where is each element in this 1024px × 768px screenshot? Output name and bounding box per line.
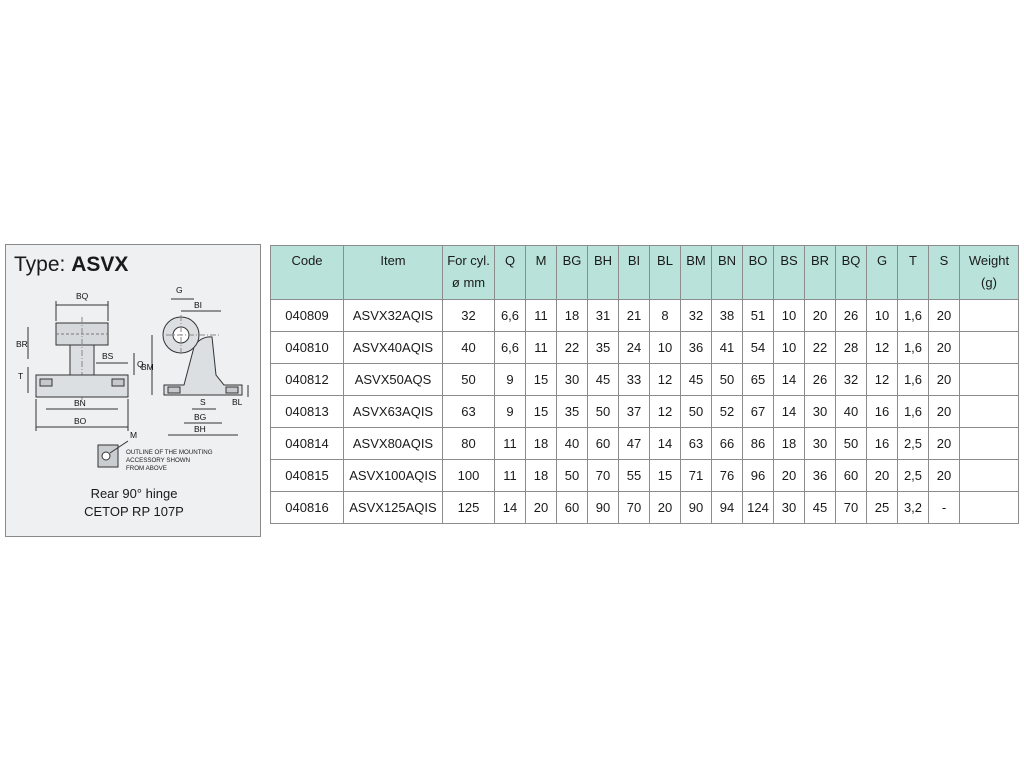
table-cell-q: 11: [495, 460, 526, 492]
table-cell-bm: 32: [681, 300, 712, 332]
drawing-caption: [6, 485, 262, 521]
table-cell-bq: 32: [836, 364, 867, 396]
table-cell-item: ASVX32AQIS: [344, 300, 443, 332]
outline-note-line-1: OUTLINE OF THE MOUNTING: [126, 449, 213, 456]
table-cell-bs: 10: [774, 300, 805, 332]
table-cell-s: 20: [929, 428, 960, 460]
table-cell-t: 2,5: [898, 460, 929, 492]
table-cell-bm: 45: [681, 364, 712, 396]
column-header-bi: [619, 246, 650, 300]
table-cell-weight: [960, 460, 1019, 492]
table-row: [271, 396, 1019, 428]
table-cell-bq: 40: [836, 396, 867, 428]
table-cell-s: 20: [929, 396, 960, 428]
table-cell-bm: 90: [681, 492, 712, 524]
table-cell-bg: 22: [557, 332, 588, 364]
table-cell-g: 12: [867, 364, 898, 396]
type-label: Type:: [14, 253, 72, 276]
table-cell-bs: 14: [774, 364, 805, 396]
table-cell-cyl: 100: [443, 460, 495, 492]
dim-br: BR: [16, 339, 28, 349]
column-header-text: BN: [717, 253, 737, 268]
table-cell-bq: 28: [836, 332, 867, 364]
table-cell-bh: 70: [588, 460, 619, 492]
column-header-bl: [650, 246, 681, 300]
table-cell-bo: 54: [743, 332, 774, 364]
column-header-text: Q: [504, 253, 516, 268]
type-value: ASVX: [71, 253, 129, 276]
table-cell-bo: 65: [743, 364, 774, 396]
table-cell-bl: 20: [650, 492, 681, 524]
table-cell-bn: 38: [712, 300, 743, 332]
column-header-text: BS: [780, 253, 798, 268]
table-cell-m: 11: [526, 300, 557, 332]
column-header-m: [526, 246, 557, 300]
table-cell-bm: 36: [681, 332, 712, 364]
table-cell-weight: [960, 396, 1019, 428]
table-cell-bg: 50: [557, 460, 588, 492]
table-cell-weight: [960, 300, 1019, 332]
table-cell-bl: 15: [650, 460, 681, 492]
dim-bi: BI: [194, 300, 203, 310]
table-cell-bi: 24: [619, 332, 650, 364]
table-cell-code: 040815: [271, 460, 344, 492]
table-cell-bh: 90: [588, 492, 619, 524]
table-cell-m: 11: [526, 332, 557, 364]
table-cell-cyl: 32: [443, 300, 495, 332]
table-cell-br: 45: [805, 492, 836, 524]
table-cell-code: 040814: [271, 428, 344, 460]
table-cell-bo: 124: [743, 492, 774, 524]
outline-note-line-2: ACCESSORY SHOWN: [126, 457, 191, 464]
table-cell-cyl: 40: [443, 332, 495, 364]
table-cell-br: 26: [805, 364, 836, 396]
table-cell-cyl: 80: [443, 428, 495, 460]
table-cell-bi: 21: [619, 300, 650, 332]
table-cell-bm: 71: [681, 460, 712, 492]
table-cell-weight: [960, 332, 1019, 364]
outline-note-line-3: FROM ABOVE: [126, 465, 167, 472]
table-cell-m: 15: [526, 364, 557, 396]
column-header-item: [344, 246, 443, 300]
table-cell-bl: 10: [650, 332, 681, 364]
table-cell-q: 9: [495, 396, 526, 428]
table-cell-bn: 76: [712, 460, 743, 492]
dim-q: Q: [137, 359, 144, 369]
column-header-text: M: [535, 253, 547, 268]
column-header-bh: [588, 246, 619, 300]
column-header-weight: [960, 246, 1019, 300]
table-cell-bl: 12: [650, 396, 681, 428]
table-row: [271, 460, 1019, 492]
column-header-text: BI: [627, 253, 641, 268]
table-cell-weight: [960, 428, 1019, 460]
table-cell-br: 20: [805, 300, 836, 332]
table-cell-code: 040810: [271, 332, 344, 364]
table-cell-item: ASVX50AQS: [344, 364, 443, 396]
table-cell-t: 1,6: [898, 364, 929, 396]
type-title: [14, 253, 128, 277]
table-cell-t: 1,6: [898, 396, 929, 428]
table-cell-br: 36: [805, 460, 836, 492]
table-cell-q: 9: [495, 364, 526, 396]
table-cell-bs: 20: [774, 460, 805, 492]
table-cell-s: -: [929, 492, 960, 524]
table-cell-s: 20: [929, 364, 960, 396]
table-cell-bi: 33: [619, 364, 650, 396]
dim-t: T: [18, 371, 24, 381]
column-header-text: BH: [593, 253, 613, 268]
table-cell-bs: 10: [774, 332, 805, 364]
table-cell-s: 20: [929, 460, 960, 492]
caption-line-2: CETOP RP 107P: [84, 504, 184, 519]
column-header-text: BM: [686, 253, 706, 268]
table-row: [271, 428, 1019, 460]
column-header-code: [271, 246, 344, 300]
dim-bh: BH: [194, 424, 206, 434]
column-header-text: S: [939, 253, 949, 268]
table-cell-s: 20: [929, 332, 960, 364]
table-cell-bi: 37: [619, 396, 650, 428]
dim-bn: BN: [74, 398, 86, 408]
column-header-text: BO: [748, 253, 768, 268]
table-cell-m: 15: [526, 396, 557, 428]
table-cell-bq: 26: [836, 300, 867, 332]
hinge-technical-drawing: [6, 275, 262, 485]
table-cell-bn: 52: [712, 396, 743, 428]
dim-bs: BS: [102, 351, 114, 361]
column-header-text: T: [909, 253, 917, 268]
table-cell-t: 1,6: [898, 332, 929, 364]
table-cell-bh: 45: [588, 364, 619, 396]
column-header-unit: (g): [981, 275, 997, 290]
dim-bm: BM: [141, 362, 154, 372]
table-cell-bo: 67: [743, 396, 774, 428]
dim-g: G: [176, 285, 183, 295]
table-cell-bm: 50: [681, 396, 712, 428]
column-header-g: [867, 246, 898, 300]
table-cell-m: 18: [526, 460, 557, 492]
table-cell-item: ASVX100AQIS: [344, 460, 443, 492]
table-cell-bm: 63: [681, 428, 712, 460]
column-header-bs: [774, 246, 805, 300]
table-cell-t: 3,2: [898, 492, 929, 524]
table-cell-bo: 96: [743, 460, 774, 492]
table-cell-bh: 50: [588, 396, 619, 428]
table-cell-g: 16: [867, 396, 898, 428]
table-cell-m: 20: [526, 492, 557, 524]
table-row: [271, 492, 1019, 524]
dim-bg: BG: [194, 412, 207, 422]
table-cell-cyl: 125: [443, 492, 495, 524]
table-cell-bi: 55: [619, 460, 650, 492]
table-cell-q: 11: [495, 428, 526, 460]
column-header-text: For cyl.: [447, 253, 490, 268]
table-cell-q: 14: [495, 492, 526, 524]
table-cell-bq: 70: [836, 492, 867, 524]
table-cell-item: ASVX40AQIS: [344, 332, 443, 364]
table-cell-cyl: 50: [443, 364, 495, 396]
table-cell-q: 6,6: [495, 300, 526, 332]
table-row: [271, 332, 1019, 364]
table-cell-bs: 18: [774, 428, 805, 460]
table-cell-bh: 35: [588, 332, 619, 364]
column-header-unit: ø mm: [451, 275, 486, 290]
column-header-text: G: [876, 253, 888, 268]
table-cell-m: 18: [526, 428, 557, 460]
table-cell-bl: 8: [650, 300, 681, 332]
table-cell-t: 1,6: [898, 300, 929, 332]
table-header-row: [271, 246, 1019, 300]
table-row: [271, 300, 1019, 332]
table-cell-bo: 86: [743, 428, 774, 460]
column-header-q: [495, 246, 526, 300]
column-header-s: [929, 246, 960, 300]
table-cell-br: 30: [805, 428, 836, 460]
type-panel: [5, 244, 261, 537]
table-cell-item: ASVX125AQIS: [344, 492, 443, 524]
table-cell-bq: 50: [836, 428, 867, 460]
table-cell-bn: 94: [712, 492, 743, 524]
column-header-text: BQ: [841, 253, 861, 268]
table-cell-item: ASVX80AQIS: [344, 428, 443, 460]
column-header-text: BG: [562, 253, 582, 268]
table-row: [271, 364, 1019, 396]
table-cell-g: 16: [867, 428, 898, 460]
column-header-t: [898, 246, 929, 300]
dim-bl: BL: [232, 397, 243, 407]
table-cell-bg: 30: [557, 364, 588, 396]
dim-bq: BQ: [76, 291, 89, 301]
table-cell-q: 6,6: [495, 332, 526, 364]
table-cell-g: 10: [867, 300, 898, 332]
caption-line-1: Rear 90° hinge: [90, 486, 178, 501]
table-cell-bl: 12: [650, 364, 681, 396]
table-cell-g: 25: [867, 492, 898, 524]
table-cell-bo: 51: [743, 300, 774, 332]
table-cell-bs: 30: [774, 492, 805, 524]
table-cell-bl: 14: [650, 428, 681, 460]
column-header-text: BL: [657, 253, 673, 268]
table-cell-code: 040812: [271, 364, 344, 396]
table-cell-weight: [960, 364, 1019, 396]
table-cell-weight: [960, 492, 1019, 524]
table-cell-bn: 41: [712, 332, 743, 364]
table-cell-bh: 31: [588, 300, 619, 332]
table-cell-bg: 35: [557, 396, 588, 428]
table-cell-bi: 47: [619, 428, 650, 460]
table-cell-br: 30: [805, 396, 836, 428]
column-header-bq: [836, 246, 867, 300]
column-header-bn: [712, 246, 743, 300]
table-cell-bg: 18: [557, 300, 588, 332]
table-cell-br: 22: [805, 332, 836, 364]
table-cell-bn: 66: [712, 428, 743, 460]
column-header-bo: [743, 246, 774, 300]
table-cell-code: 040809: [271, 300, 344, 332]
column-header-text: Item: [380, 253, 406, 268]
table-cell-bs: 14: [774, 396, 805, 428]
table-cell-bh: 60: [588, 428, 619, 460]
column-header-cyl: [443, 246, 495, 300]
column-header-br: [805, 246, 836, 300]
table-cell-cyl: 63: [443, 396, 495, 428]
table-cell-s: 20: [929, 300, 960, 332]
column-header-bg: [557, 246, 588, 300]
column-header-text: Code: [291, 253, 323, 268]
table-cell-bi: 70: [619, 492, 650, 524]
dim-m: M: [130, 430, 138, 440]
table-cell-code: 040813: [271, 396, 344, 428]
table-cell-bq: 60: [836, 460, 867, 492]
column-header-text: Weight: [968, 253, 1010, 268]
column-header-text: BR: [810, 253, 830, 268]
table-cell-g: 20: [867, 460, 898, 492]
dim-s: S: [200, 397, 206, 407]
table-cell-bg: 40: [557, 428, 588, 460]
specification-table: [270, 245, 1019, 524]
table-cell-code: 040816: [271, 492, 344, 524]
column-header-bm: [681, 246, 712, 300]
table-cell-bg: 60: [557, 492, 588, 524]
table-cell-item: ASVX63AQIS: [344, 396, 443, 428]
dim-bo: BO: [74, 416, 87, 426]
table-cell-t: 2,5: [898, 428, 929, 460]
table-cell-bn: 50: [712, 364, 743, 396]
table-cell-g: 12: [867, 332, 898, 364]
